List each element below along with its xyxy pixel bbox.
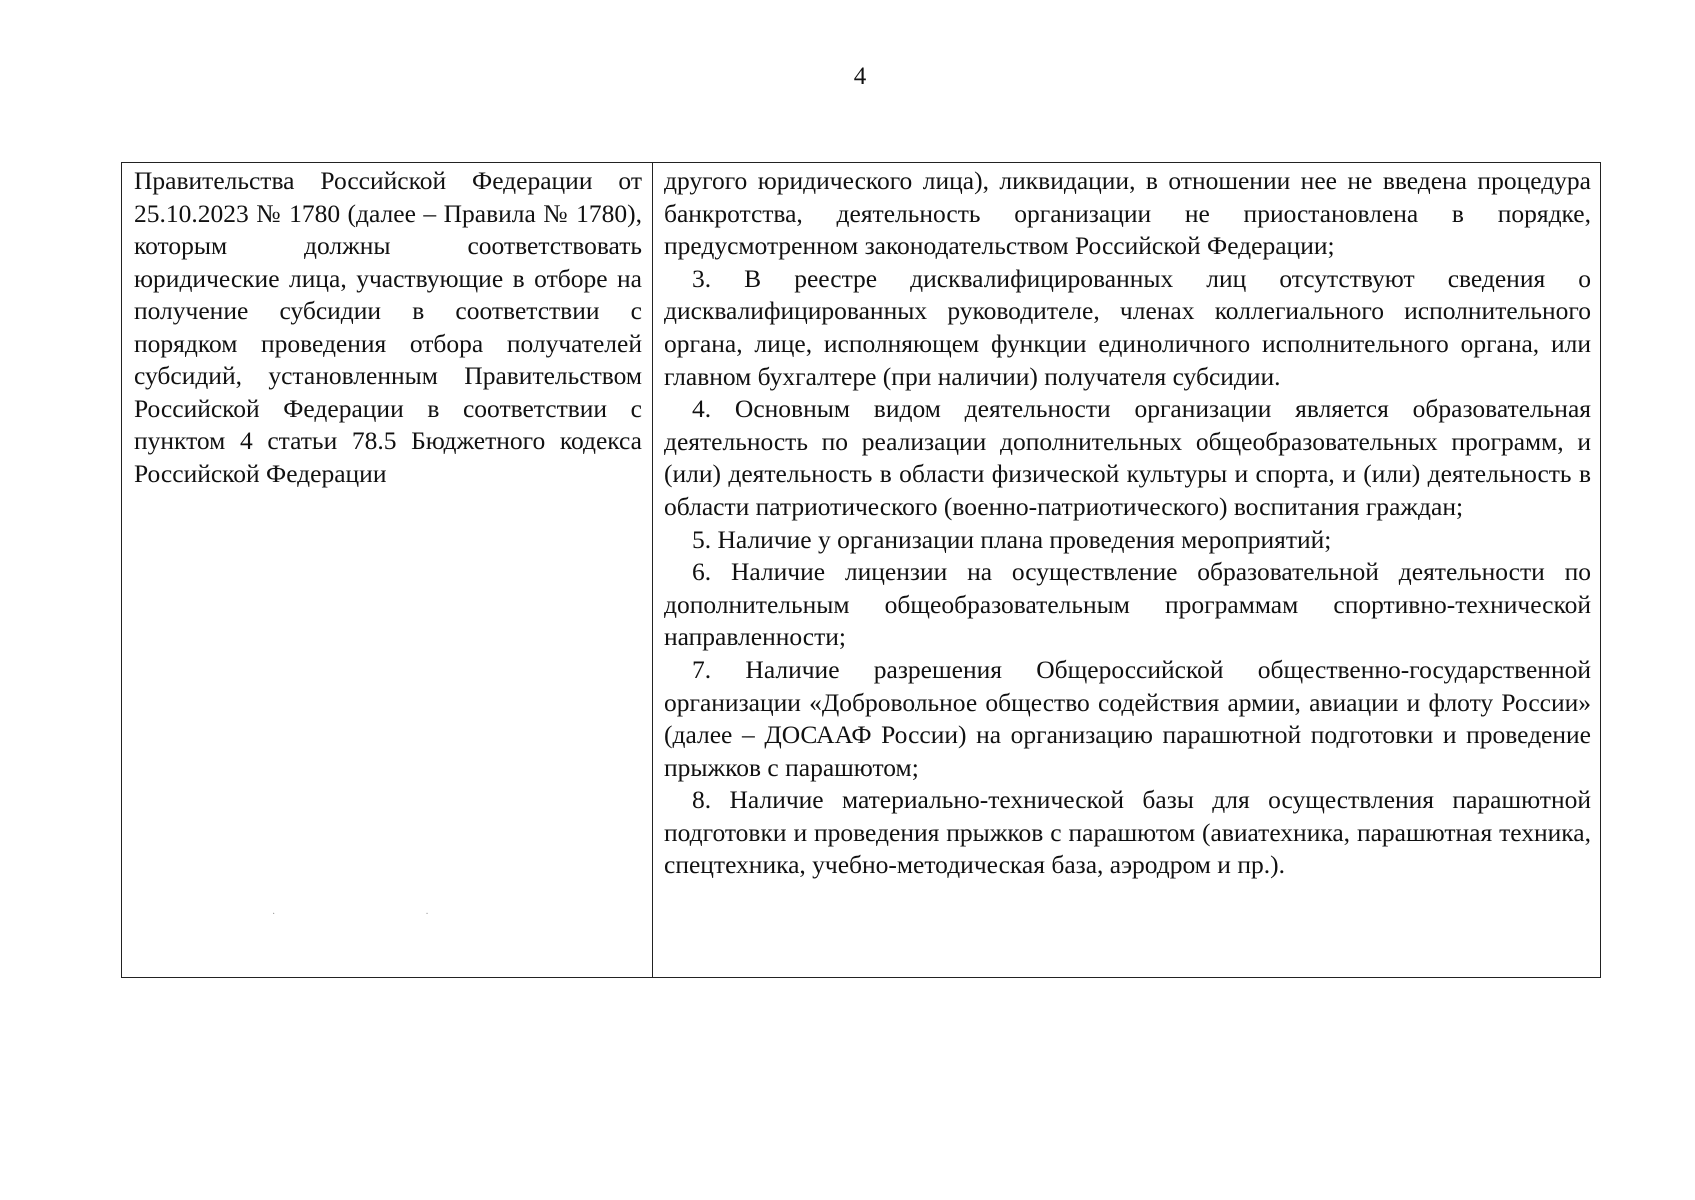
table-left-cell: [122, 163, 653, 977]
paragraph-item-7: 7. Наличие разрешения Общероссийской общественно-государственной организации «Добровольное общество содействия армии, авиации и флоту России» (далее – ДОСААФ России) на организацию парашютной подготовки и проведение прыжков с парашютом;: [664, 654, 1591, 782]
paragraph-continuation: другого юридического лица), ликвидации, в отношении нее не введена процедура банкротства, деятельность организации не приостановлена в порядке, предусмотренном законодательством Российской Федерации;: [664, 166, 1591, 261]
paragraph-item-5: 5. Наличие у организации плана проведения мероприятий;: [692, 524, 1332, 554]
scan-specks: ··: [272, 909, 579, 920]
left-cell-text: Правительства Российской Федерации от 25.10.2023 № 1780 (далее – Правила № 1780), которым должны соответствовать юридические лица, участвующие в отборе на получение субсидии в соответствии с порядком проведения отбора получателей субсидий, установленным Правительством Российской Федерации в соответствии с пунктом 4 статьи 78.5 Бюджетного кодекса Российской Федерации: [134, 166, 642, 488]
table-right-cell: [653, 163, 1600, 977]
paragraph-item-4: 4. Основным видом деятельности организации является образовательная деятельность по реализации дополнительных общеобразовательных программ, и (или) деятельность в области физической культуры и спорта, и (или) деятельность в области патриотического (военно-патриотического) воспитания граждан;: [664, 394, 1591, 521]
paragraph-item-3: 3. В реестре дисквалифицированных лиц отсутствуют сведения о дисквалифицированных руководителе, членах коллегиального исполнительного органа, лице, исполняющем функции единоличного исполнительного органа, или главном бухгалтере (при наличии) получателя субсидии.: [664, 263, 1591, 391]
document-table: [121, 162, 1601, 978]
page-number: 4: [853, 63, 867, 90]
paragraph-item-8: 8. Наличие материально-технической базы для осуществления парашютной подготовки и проведения прыжков с парашютом (авиатехника, парашютная техника, спецтехника, учебно-методическая база, аэродром и пр.).: [664, 785, 1591, 880]
paragraph-item-6: 6. Наличие лицензии на осуществление образовательной деятельности по дополнительным общеобразовательным программам спортивно-технической направленности;: [664, 557, 1591, 652]
